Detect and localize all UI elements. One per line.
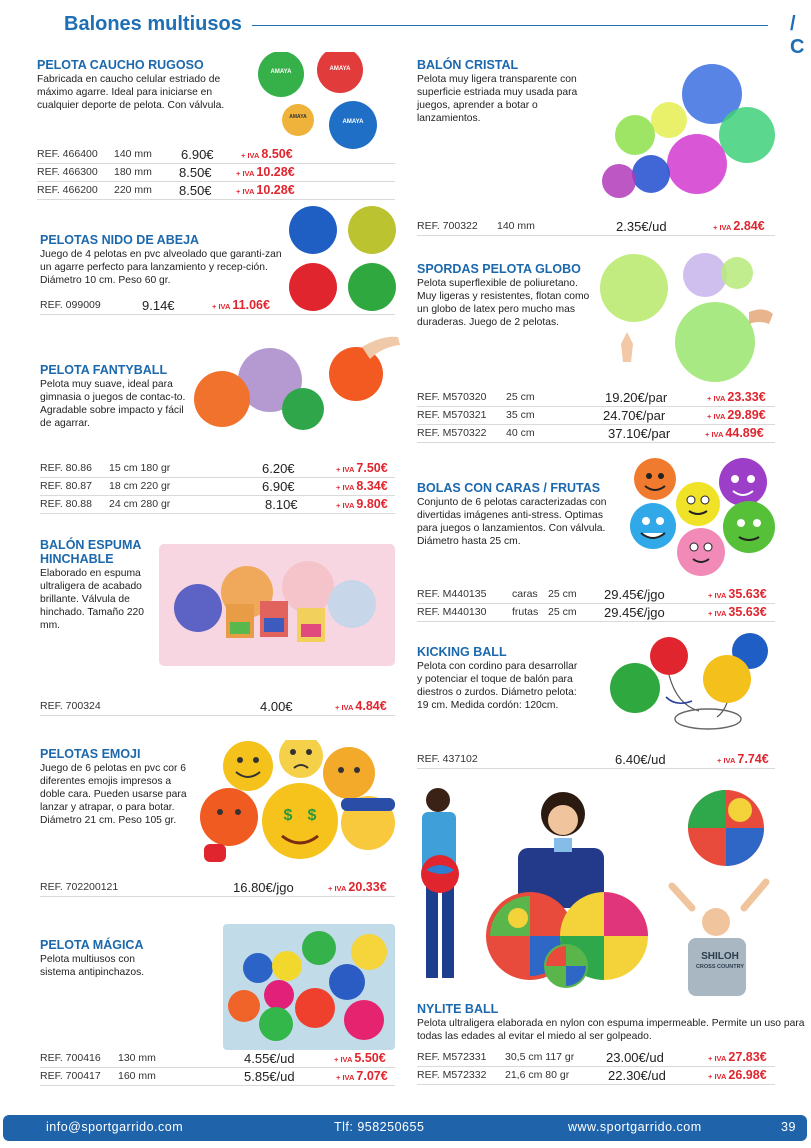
footer-page-number: 39 bbox=[781, 1120, 796, 1134]
table-row: REF. 466400 140 mm 6.90€ + IVA 8.50€ bbox=[37, 146, 395, 164]
svg-text:$: $ bbox=[307, 807, 317, 824]
espuma-image bbox=[159, 544, 395, 666]
product-desc: Pelota con cordino para desarrollar y potenciar el toque de balón para diestros o zurdos. Diámetro pelota: 19 cm. Medida cordón: 120cm. bbox=[417, 661, 578, 711]
product-title: NYLITE BALL bbox=[417, 1002, 499, 1016]
price-table bbox=[417, 751, 775, 769]
product-desc: Juego de 6 pelotas en pvc cor 6 diferentes emojis impresos a doble cara. Pueden usarse para lanzar y atrapar, o para botar. Diámetro 21 cm. Peso 105 gr. bbox=[40, 763, 187, 826]
header-fragment: / C bbox=[790, 13, 805, 58]
product-title: PELOTA CAUCHO RUGOSO bbox=[37, 58, 204, 72]
page-title: Balones multiusos bbox=[64, 13, 242, 35]
table-row: REF. 466300 180 mm 8.50€ + IVA 10.28€ bbox=[37, 164, 395, 182]
table-row: REF. 700322 140 mm 2.35€/ud + IVA 2.84€ bbox=[417, 218, 775, 236]
product-cristal bbox=[417, 58, 775, 238]
product-title: KICKING BALL bbox=[417, 645, 507, 659]
table-row: REF. M440130 frutas 25 cm 29.45€/jgo + IVA 35.63€ bbox=[417, 604, 775, 622]
fantyball-image bbox=[190, 333, 400, 433]
spordas-balls-image bbox=[599, 252, 775, 382]
shirt-print-main: SHILOH bbox=[701, 951, 739, 962]
svg-text:$: $ bbox=[283, 807, 293, 824]
product-espuma bbox=[40, 538, 395, 718]
table-row: REF. 700417 160 mm 5.85€/ud + IVA 7.07€ bbox=[40, 1068, 395, 1086]
product-desc: Juego de 4 pelotas en pvc alveolado que garanti-zan un agarre perfecto para lanzamiento y recep-ción. Diámetro 10 cm. Peso 60 gr. bbox=[40, 249, 282, 286]
footer-phone: Tlf: 958250655 bbox=[334, 1120, 425, 1134]
svg-text:AMAYA: AMAYA bbox=[329, 66, 351, 72]
table-row: REF. 80.88 24 cm 280 gr 8.10€ + IVA 9.80€ bbox=[40, 496, 395, 514]
product-title: BALÓN ESPUMA HINCHABLE bbox=[40, 538, 141, 566]
product-desc: Pelota ultraligera elaborada en nylon con espuma impermeable. Permite un uso para todas las edades al evitar el miedo al ser golpeado. bbox=[417, 1018, 805, 1042]
table-row: REF. M572332 21,6 cm 80 gr 22.30€/ud + IVA 26.98€ bbox=[417, 1067, 775, 1085]
product-desc: Pelota superflexible de poliuretano. Muy ligeras y resistentes, flotan como un globo de latex pero mucho mas duraderas. Juego de 2 pelotas. bbox=[417, 278, 590, 328]
svg-text:AMAYA: AMAYA bbox=[342, 119, 364, 125]
caucho-balls-image bbox=[254, 52, 399, 152]
price-table bbox=[40, 698, 395, 716]
price-table bbox=[417, 1049, 775, 1085]
table-row: REF. M570320 25 cm 19.20€/par + IVA 23.33€ bbox=[417, 389, 775, 407]
price-table bbox=[40, 460, 395, 514]
emoji-balls-image bbox=[198, 740, 396, 872]
table-row: REF. 80.87 18 cm 220 gr 6.90€ + IVA 8.34€ bbox=[40, 478, 395, 496]
product-fantyball bbox=[40, 363, 395, 513]
product-title: BOLAS CON CARAS / FRUTAS bbox=[417, 481, 601, 495]
product-desc: Pelota muy ligera transparente con superficie estriada muy usada para juegos, aprender a botar o lanzamientos. bbox=[417, 74, 578, 124]
cristal-balls-image bbox=[599, 64, 775, 198]
price-table bbox=[40, 297, 395, 315]
table-row: REF. M572331 30,5 cm 117 gr 23.00€/ud + IVA 27.83€ bbox=[417, 1049, 775, 1067]
table-row: REF. M440135 caras 25 cm 29.45€/jgo + IVA 35.63€ bbox=[417, 586, 775, 604]
price-table bbox=[417, 389, 775, 443]
caras-balls-image bbox=[629, 457, 777, 579]
product-title: SPORDAS PELOTA GLOBO bbox=[417, 262, 581, 276]
product-desc: Conjunto de 6 pelotas caracterizadas con divertidas imágenes anti-stress. Optimas para juegos o lanzamientos. Con válvula. Diámetro hasta 25 cm. bbox=[417, 497, 607, 547]
price-table bbox=[40, 879, 395, 897]
table-row: REF. 700416 130 mm 4.55€/ud + IVA 5.50€ bbox=[40, 1050, 395, 1068]
product-spordas bbox=[417, 262, 775, 442]
product-kicking bbox=[417, 645, 775, 775]
kicking-ball-image bbox=[610, 633, 775, 737]
product-desc: Fabricada en caucho celular estriado de máximo agarre. Ideal para iniciarse en cualquier deporte de pelota. Con válvula. bbox=[37, 74, 225, 111]
table-row: REF. 80.86 15 cm 180 gr 6.20€ + IVA 7.50€ bbox=[40, 460, 395, 478]
svg-text:AMAYA: AMAYA bbox=[289, 114, 307, 120]
table-row: REF. M570321 35 cm 24.70€/par + IVA 29.89€ bbox=[417, 407, 775, 425]
product-desc: Elaborado en espuma ultraligera de acabado brillante. Válvula de hinchado. Tamaño 220 mm. bbox=[40, 568, 145, 631]
product-title: PELOTAS EMOJI bbox=[40, 747, 141, 761]
footer-email[interactable]: info@sportgarrido.com bbox=[46, 1120, 184, 1134]
table-row: REF. 437102 6.40€/ud + IVA 7.74€ bbox=[417, 751, 775, 769]
shirt-print bbox=[691, 952, 749, 972]
product-desc: Pelota multiusos con sistema antipinchazos. bbox=[40, 954, 145, 978]
svg-text:AMAYA: AMAYA bbox=[270, 69, 292, 75]
product-magica bbox=[40, 938, 395, 1088]
product-title: BALÓN CRISTAL bbox=[417, 58, 519, 72]
footer-website[interactable]: www.sportgarrido.com bbox=[568, 1120, 702, 1134]
product-emoji bbox=[40, 747, 395, 897]
product-caras bbox=[417, 481, 775, 621]
product-desc: Pelota muy suave, ideal para gimnasia o juegos de contac-to. Agradable sobre impacto y fácil de agarrar. bbox=[40, 379, 186, 429]
table-row: REF. 099009 9.14€ + IVA 11.06€ bbox=[40, 297, 395, 315]
header-rule bbox=[252, 25, 768, 26]
magica-balls-image bbox=[223, 924, 395, 1050]
table-row: REF. 702200121 16.80€/jgo + IVA 20.33€ bbox=[40, 879, 395, 897]
price-table bbox=[417, 218, 775, 236]
table-row: REF. 466200 220 mm 8.50€ + IVA 10.28€ bbox=[37, 182, 395, 200]
price-table bbox=[40, 1050, 395, 1086]
table-row: REF. M570322 40 cm 37.10€/par + IVA 44.89€ bbox=[417, 425, 775, 443]
price-table bbox=[37, 146, 395, 200]
shirt-print-sub: CROSS COUNTRY bbox=[695, 964, 745, 970]
product-nylite bbox=[417, 1002, 807, 1092]
product-title: PELOTAS NIDO DE ABEJA bbox=[40, 233, 200, 247]
product-nido bbox=[40, 233, 395, 323]
footer-bar bbox=[3, 1115, 807, 1141]
product-caucho bbox=[37, 58, 395, 198]
product-title: PELOTA MÁGICA bbox=[40, 938, 144, 952]
table-row: REF. 700324 4.00€ + IVA 4.84€ bbox=[40, 698, 395, 716]
price-table bbox=[417, 586, 775, 622]
product-title: PELOTA FANTYBALL bbox=[40, 363, 168, 377]
